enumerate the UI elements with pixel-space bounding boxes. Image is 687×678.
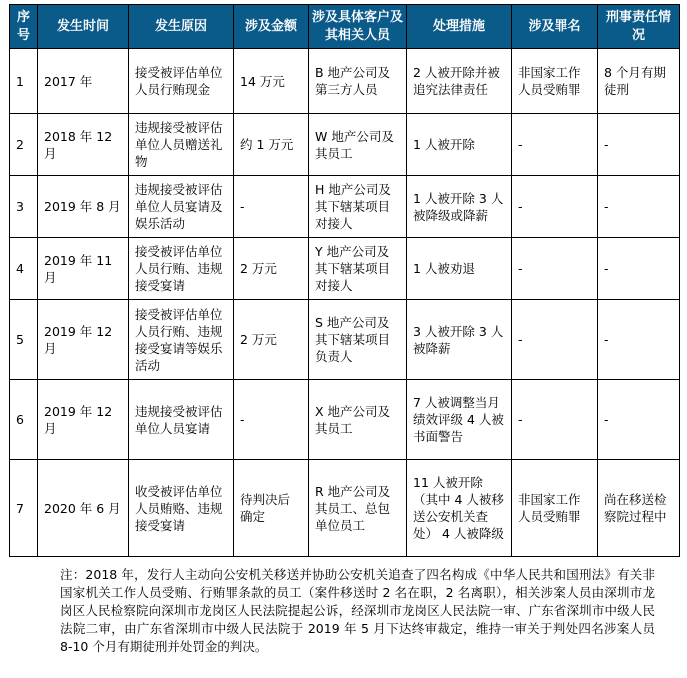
header-liability: 刑事责任情况 [598, 5, 680, 49]
cell-reason: 接受被评估单位人员行贿现金 [129, 49, 234, 114]
cell-no: 3 [10, 176, 38, 238]
cell-reason: 违规接受被评估单位人员宴请 [129, 380, 234, 460]
table-row [10, 460, 680, 557]
cell-time: 2017 年 [38, 49, 129, 114]
cell-time: 2020 年 6 月 [38, 460, 129, 557]
cell-charge: - [512, 114, 598, 176]
table-row [10, 300, 680, 380]
cell-amount: - [234, 176, 309, 238]
cell-no: 6 [10, 380, 38, 460]
cell-amount: 约 1 万元 [234, 114, 309, 176]
cell-liability: - [598, 300, 680, 380]
cell-time: 2019 年 8 月 [38, 176, 129, 238]
cell-reason: 违规接受被评估单位人员宴请及娱乐活动 [129, 176, 234, 238]
cell-charge: - [512, 300, 598, 380]
cell-amount: 14 万元 [234, 49, 309, 114]
cell-time: 2019 年 12 月 [38, 300, 129, 380]
table-row [10, 49, 680, 114]
table-row [10, 114, 680, 176]
cell-liability: - [598, 114, 680, 176]
cell-amount: - [234, 380, 309, 460]
cell-charge: - [512, 238, 598, 300]
cell-reason: 接受被评估单位人员行贿、违规接受宴请等娱乐活动 [129, 300, 234, 380]
footnote: 注：2018 年，发行人主动向公安机关移送并协助公安机关追查了四名构成《中华人民共和国刑法》有关非国家机关工作人员受贿、行贿罪条款的员工（案件移送时 2 名在职，2 名离职），相关涉案人员由深圳市龙岗区人民检察院向深圳市龙岗区人民法院提起公诉，经深圳市龙岗区人民法院一审、广东省深圳市中级人民法院二审，由广东省深圳市中级人民法院于 2019 年 5 月下达终审裁定，维持一审关于判处四名涉案人员 8-10 个月有期徒刑并处罚金的判决。 [60, 567, 655, 654]
cell-measure: 7 人被调整当月绩效评级 4 人被书面警告 [407, 380, 512, 460]
cell-measure: 1 人被开除 3 人被降级或降薪 [407, 176, 512, 238]
cell-time: 2019 年 12 月 [38, 380, 129, 460]
cell-parties: R 地产公司及其员工、总包单位员工 [309, 460, 407, 557]
cell-time: 2019 年 11 月 [38, 238, 129, 300]
cell-reason: 收受被评估单位人员贿赂、违规接受宴请 [129, 460, 234, 557]
cell-no: 2 [10, 114, 38, 176]
cell-parties: Y 地产公司及其下辖某项目对接人 [309, 238, 407, 300]
cell-no: 4 [10, 238, 38, 300]
cell-amount: 待判决后确定 [234, 460, 309, 557]
cell-charge: 非国家工作人员受贿罪 [512, 460, 598, 557]
header-charge: 涉及罪名 [512, 5, 598, 49]
header-parties: 涉及具体客户及其相关人员 [309, 5, 407, 49]
header-time: 发生时间 [38, 5, 129, 49]
header-amount: 涉及金额 [234, 5, 309, 49]
cell-liability: 8 个月有期徒刑 [598, 49, 680, 114]
cell-time: 2018 年 12 月 [38, 114, 129, 176]
cell-amount: 2 万元 [234, 238, 309, 300]
cell-parties: X 地产公司及其员工 [309, 380, 407, 460]
cell-liability: - [598, 238, 680, 300]
cell-charge: - [512, 176, 598, 238]
cell-amount: 2 万元 [234, 300, 309, 380]
table-header-row [10, 5, 680, 49]
cell-charge: 非国家工作人员受贿罪 [512, 49, 598, 114]
cell-parties: S 地产公司及其下辖某项目负责人 [309, 300, 407, 380]
header-measure: 处理措施 [407, 5, 512, 49]
incident-table [9, 4, 680, 557]
cell-reason: 违规接受被评估单位人员赠送礼物 [129, 114, 234, 176]
cell-no: 1 [10, 49, 38, 114]
header-no: 序号 [10, 5, 38, 49]
cell-measure: 11 人被开除（其中 4 人被移送公安机关查处） 4 人被降级 [407, 460, 512, 557]
cell-liability: 尚在移送检察院过程中 [598, 460, 680, 557]
cell-parties: H 地产公司及其下辖某项目对接人 [309, 176, 407, 238]
cell-measure: 1 人被开除 [407, 114, 512, 176]
cell-no: 5 [10, 300, 38, 380]
cell-parties: B 地产公司及第三方人员 [309, 49, 407, 114]
cell-charge: - [512, 380, 598, 460]
cell-measure: 3 人被开除 3 人被降薪 [407, 300, 512, 380]
cell-parties: W 地产公司及其员工 [309, 114, 407, 176]
cell-measure: 2 人被开除并被追究法律责任 [407, 49, 512, 114]
cell-no: 7 [10, 460, 38, 557]
cell-liability: - [598, 176, 680, 238]
table-row [10, 380, 680, 460]
header-reason: 发生原因 [129, 5, 234, 49]
table-row [10, 238, 680, 300]
cell-measure: 1 人被劝退 [407, 238, 512, 300]
table-row [10, 176, 680, 238]
cell-reason: 接受被评估单位人员行贿、违规接受宴请 [129, 238, 234, 300]
cell-liability: - [598, 380, 680, 460]
